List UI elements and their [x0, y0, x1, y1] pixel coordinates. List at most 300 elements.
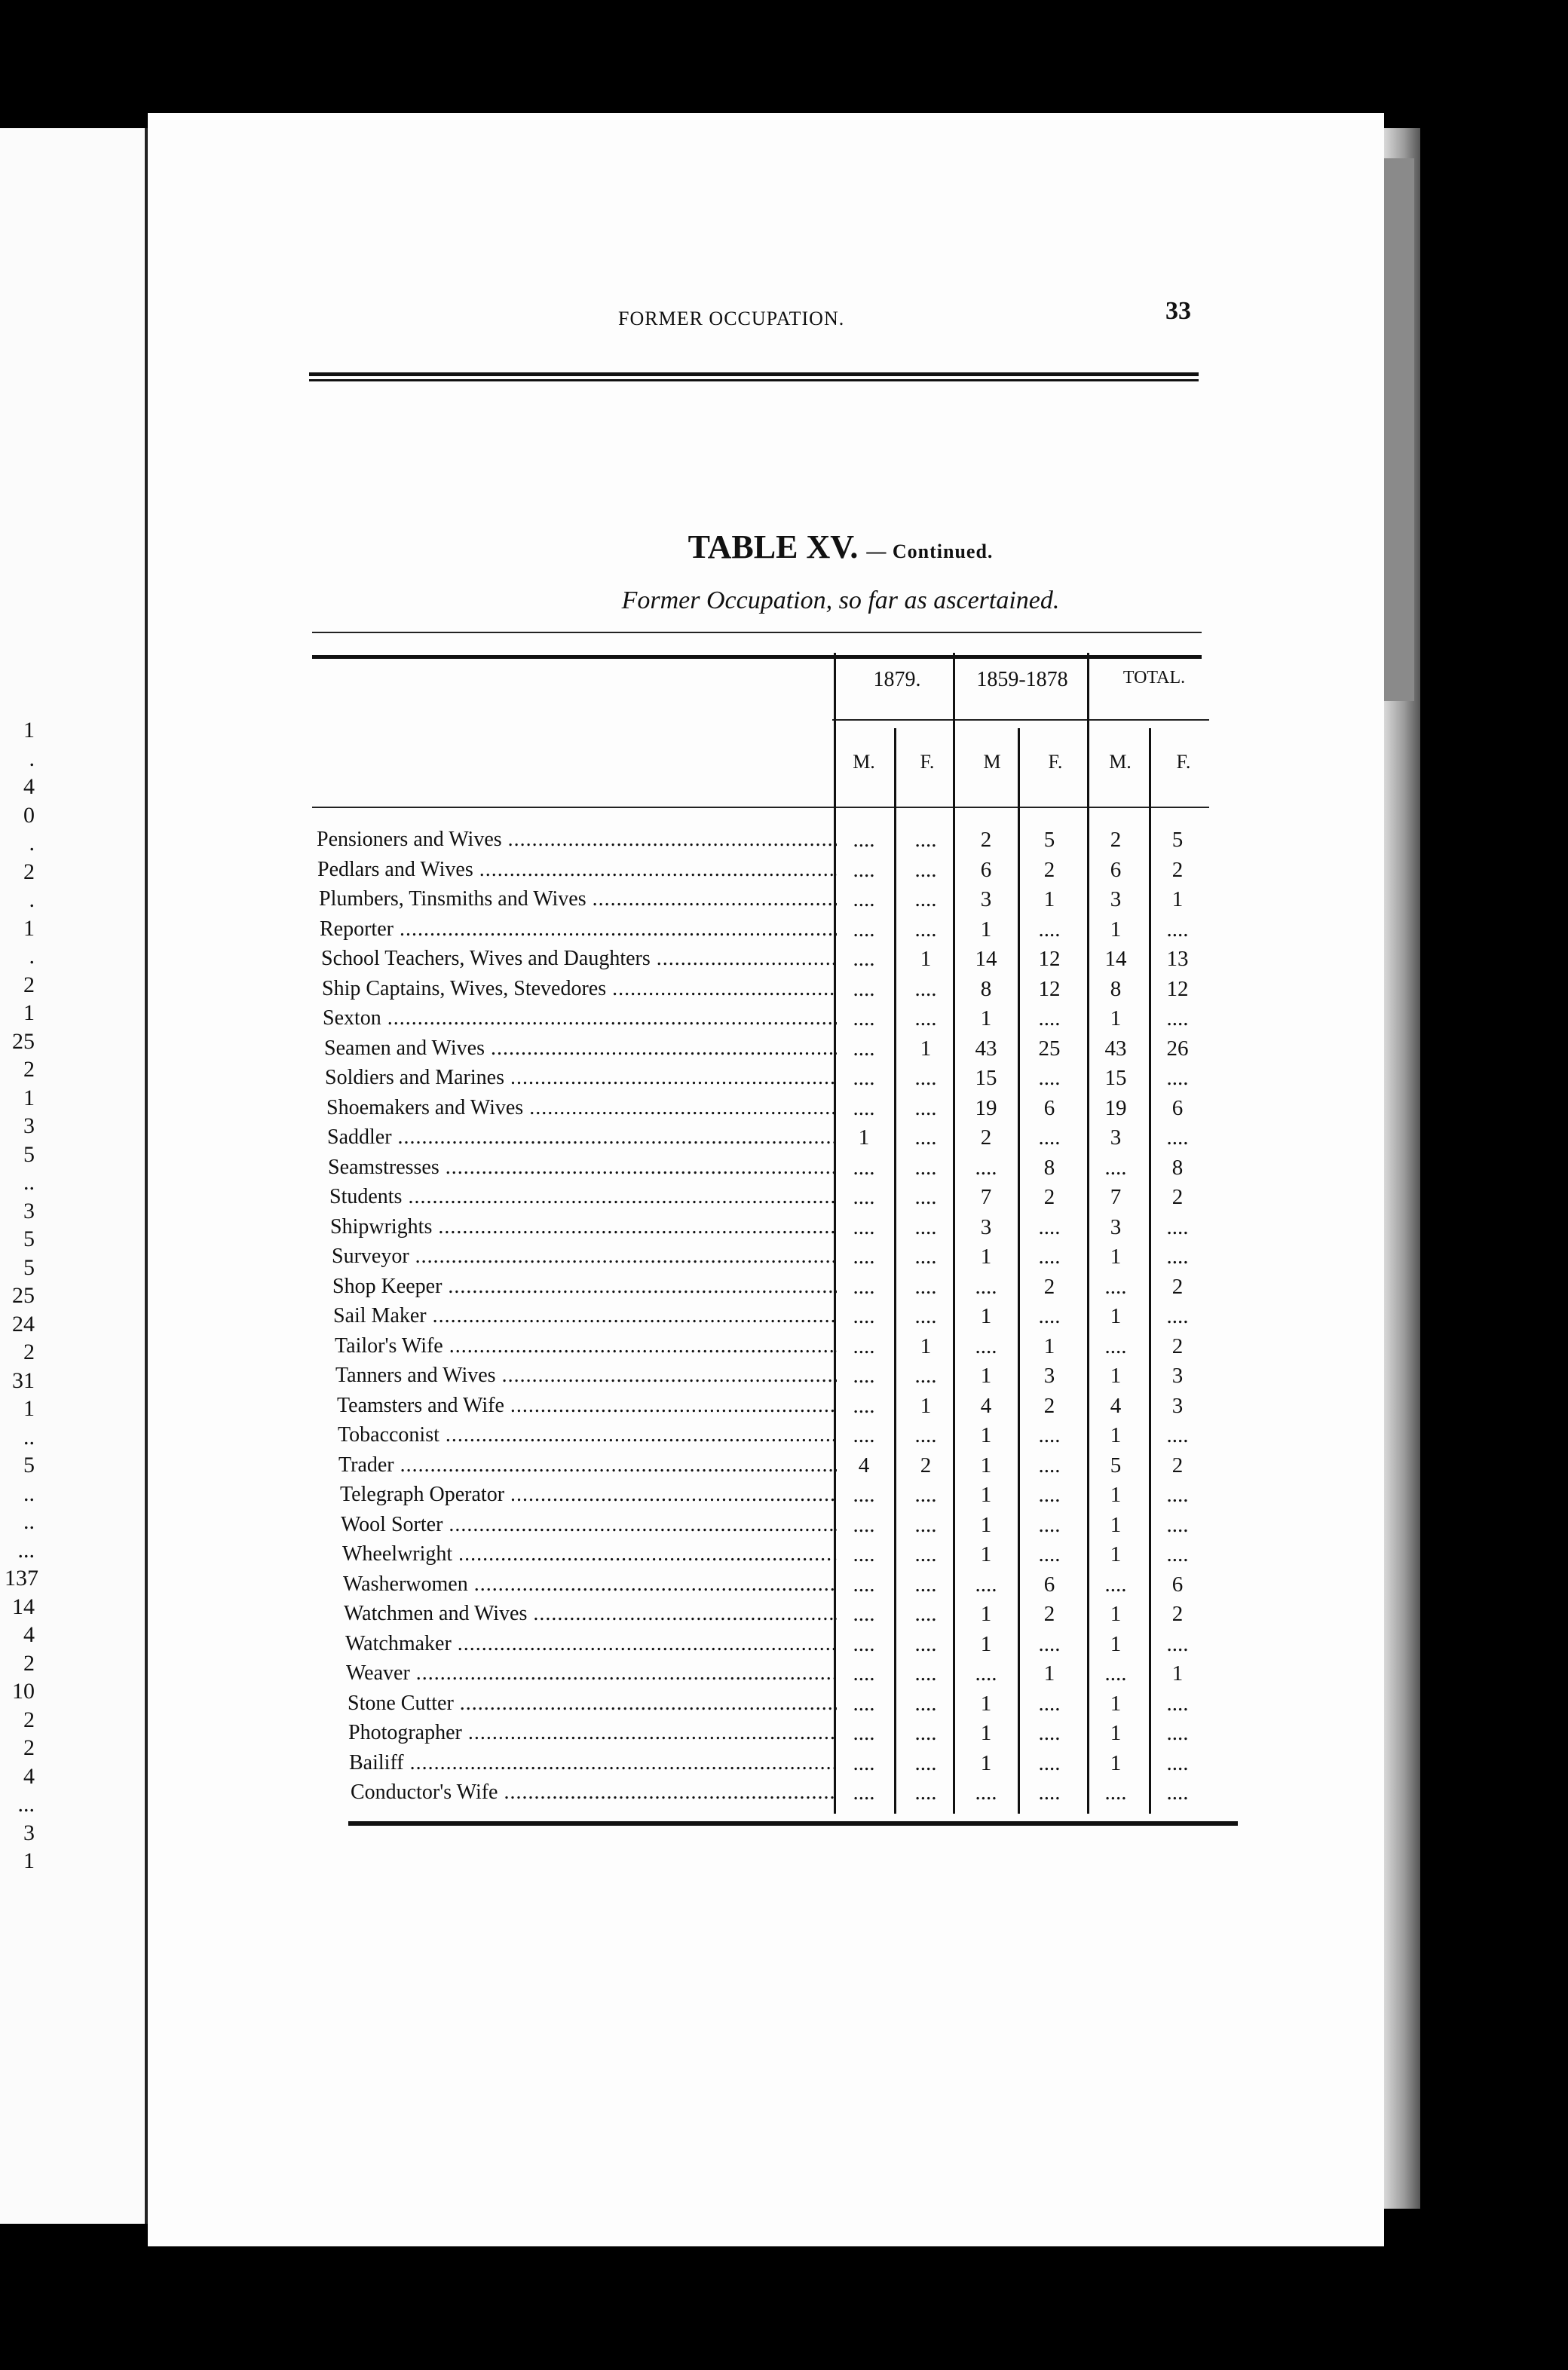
- left-page-number: ...: [17, 1537, 35, 1563]
- left-page-number: 2: [23, 1057, 35, 1082]
- row-label: Tobacconist .....: [338, 1423, 837, 1447]
- left-page-number: 5: [23, 1254, 35, 1280]
- row-label: Conductor's Wife .....: [351, 1781, 837, 1805]
- table-title-suffix: — Continued.: [866, 540, 994, 562]
- header-double-rule: [309, 372, 1199, 381]
- row-cell: 19: [1104, 1095, 1127, 1120]
- row-label: Shipwrights .....: [330, 1215, 837, 1239]
- row-cell: 25: [1038, 1036, 1061, 1061]
- row-cell: 1: [980, 1542, 992, 1566]
- left-page-number: .: [29, 831, 35, 856]
- row-cell: 15: [975, 1066, 997, 1090]
- row-cell: 3: [980, 887, 992, 911]
- table-row: [332, 1245, 1251, 1275]
- row-label: Shoemakers and Wives .....: [326, 1096, 837, 1120]
- row-cell: ....: [914, 1602, 937, 1626]
- row-cell: 1: [1110, 1304, 1122, 1328]
- row-cell: ....: [1038, 1781, 1061, 1805]
- table-title: [0, 528, 1568, 566]
- table-row: [317, 858, 1237, 888]
- row-cell: 26: [1166, 1036, 1189, 1061]
- table-row: [333, 1304, 1253, 1334]
- row-cell: 2: [1043, 857, 1055, 882]
- row-cell: ....: [1038, 1304, 1061, 1328]
- row-label: Students .....: [329, 1185, 837, 1209]
- row-label: Stone Cutter .....: [348, 1692, 837, 1716]
- row-cell: ....: [1038, 1453, 1061, 1477]
- row-cell: ....: [1166, 1304, 1189, 1328]
- sub-header-1879-f: F.: [920, 751, 935, 773]
- row-cell: 2: [1171, 857, 1184, 882]
- row-cell: 4: [1110, 1393, 1122, 1418]
- table-row: [349, 1751, 1269, 1781]
- row-cell: 19: [975, 1095, 997, 1120]
- row-cell: ....: [1166, 917, 1189, 942]
- row-label: Reporter .....: [320, 917, 837, 942]
- row-cell: ....: [853, 1095, 875, 1120]
- table-row: [320, 917, 1239, 948]
- row-cell: 1: [858, 1125, 870, 1150]
- table-bottom-rule: [348, 1821, 1238, 1826]
- row-cell: ....: [914, 1572, 937, 1597]
- table-row: [337, 1394, 1257, 1424]
- row-cell: 3: [1110, 887, 1122, 911]
- row-cell: 1: [1110, 1721, 1122, 1745]
- row-cell: 1: [1110, 1364, 1122, 1388]
- row-cell: ....: [853, 887, 875, 911]
- row-cell: 8: [980, 976, 992, 1001]
- row-cell: 12: [1038, 976, 1061, 1001]
- row-cell: 1: [980, 1453, 992, 1477]
- row-cell: ....: [914, 1155, 937, 1180]
- group-header-1859-1878: 1859-1878: [976, 668, 1068, 691]
- row-cell: 43: [1104, 1036, 1127, 1061]
- left-page-number: 5: [23, 1141, 35, 1167]
- left-page-number: 31: [12, 1367, 35, 1393]
- row-cell: ....: [975, 1334, 997, 1358]
- table-row: [329, 1185, 1249, 1215]
- row-cell: 1: [980, 1483, 992, 1507]
- row-cell: ....: [853, 1423, 875, 1447]
- left-page-number: 25: [12, 1028, 35, 1054]
- row-cell: ....: [1038, 1066, 1061, 1090]
- row-cell: 3: [1043, 1364, 1055, 1388]
- page-tab-shadow: [1384, 158, 1414, 701]
- row-cell: ....: [853, 1274, 875, 1299]
- group-header-total: TOTAL.: [1122, 668, 1186, 687]
- table-row: [322, 977, 1242, 1007]
- left-page-number: 2: [23, 859, 35, 884]
- row-cell: 1: [1110, 1750, 1122, 1775]
- row-cell: ....: [853, 1781, 875, 1805]
- row-cell: 6: [1043, 1572, 1055, 1597]
- row-cell: 1: [980, 1631, 992, 1656]
- row-cell: ....: [853, 1750, 875, 1775]
- table-row: [323, 1006, 1242, 1036]
- row-cell: ....: [975, 1661, 997, 1686]
- table-row: [335, 1364, 1255, 1394]
- row-cell: 14: [1104, 947, 1127, 971]
- row-cell: ....: [853, 1602, 875, 1626]
- row-label: Tanners and Wives .....: [335, 1364, 837, 1388]
- row-label: Surveyor .....: [332, 1245, 837, 1269]
- row-label: Soldiers and Marines .....: [325, 1066, 837, 1090]
- table-row: [341, 1513, 1260, 1543]
- left-page-fragment: [0, 128, 148, 2224]
- row-cell: 1: [1110, 917, 1122, 942]
- table-row: [351, 1781, 1270, 1811]
- row-cell: ....: [914, 1274, 937, 1299]
- left-page-number: 25: [12, 1283, 35, 1308]
- row-cell: ....: [853, 1393, 875, 1418]
- row-cell: 1: [1043, 1661, 1055, 1686]
- table-row: [325, 1066, 1245, 1096]
- left-page-number: .: [29, 887, 35, 912]
- row-cell: 2: [980, 1125, 992, 1150]
- row-cell: 8: [1043, 1155, 1055, 1180]
- row-cell: ....: [853, 1066, 875, 1090]
- row-cell: 8: [1171, 1155, 1184, 1180]
- sub-header-1859-m: M: [983, 751, 1001, 773]
- table-row: [321, 947, 1241, 977]
- row-label: Weaver .....: [346, 1661, 837, 1686]
- row-cell: 3: [1110, 1214, 1122, 1239]
- row-cell: 1: [980, 1721, 992, 1745]
- row-cell: 8: [1110, 976, 1122, 1001]
- row-label: School Teachers, Wives and Daughters .....: [321, 947, 837, 971]
- row-cell: 4: [858, 1453, 870, 1477]
- row-cell: 2: [1043, 1602, 1055, 1626]
- row-cell: 1: [980, 1512, 992, 1537]
- page-number: 33: [1165, 297, 1191, 325]
- row-cell: ....: [1104, 1334, 1127, 1358]
- row-cell: ....: [975, 1572, 997, 1597]
- row-cell: ....: [914, 1750, 937, 1775]
- row-cell: 2: [980, 828, 992, 852]
- row-cell: ....: [1166, 1631, 1189, 1656]
- left-page-number: 5: [23, 1453, 35, 1477]
- row-cell: ....: [914, 1185, 937, 1209]
- table-row: [326, 1096, 1246, 1126]
- left-page-number: 2: [23, 1650, 35, 1676]
- row-cell: ....: [853, 1185, 875, 1209]
- left-page-number: .: [29, 944, 35, 969]
- left-page-number: .: [29, 746, 35, 771]
- row-cell: 1: [980, 1423, 992, 1447]
- row-label: Telegraph Operator .....: [340, 1483, 837, 1507]
- row-cell: ....: [853, 917, 875, 942]
- row-cell: ....: [853, 1214, 875, 1239]
- row-cell: ....: [1166, 1423, 1189, 1447]
- left-page-number: 1: [23, 1085, 35, 1110]
- row-cell: ....: [975, 1155, 997, 1180]
- left-page-number: ..: [23, 1424, 35, 1450]
- row-label: Pedlars and Wives .....: [317, 858, 837, 882]
- row-cell: 12: [1166, 976, 1189, 1001]
- left-page-number: 2: [23, 1735, 35, 1760]
- row-cell: 1: [1110, 1691, 1122, 1716]
- row-cell: 1: [920, 1036, 932, 1061]
- row-cell: ....: [1038, 1423, 1061, 1447]
- left-page-number: 1: [23, 915, 35, 941]
- table-row: [328, 1156, 1248, 1186]
- row-cell: ....: [1038, 1750, 1061, 1775]
- row-label: Plumbers, Tinsmiths and Wives .....: [319, 887, 837, 911]
- row-cell: ....: [1104, 1155, 1127, 1180]
- row-cell: ....: [1166, 1483, 1189, 1507]
- row-cell: ....: [1104, 1781, 1127, 1805]
- row-cell: ....: [975, 1274, 997, 1299]
- table-row: [343, 1572, 1263, 1603]
- left-page-number: 2: [23, 972, 35, 997]
- row-cell: 12: [1038, 947, 1061, 971]
- row-cell: ....: [853, 976, 875, 1001]
- row-cell: ....: [914, 1214, 937, 1239]
- row-cell: ....: [914, 917, 937, 942]
- row-cell: 6: [980, 857, 992, 882]
- row-cell: ....: [914, 1364, 937, 1388]
- table-top-rule: [312, 632, 1202, 659]
- row-cell: ....: [914, 1304, 937, 1328]
- row-cell: ....: [914, 1245, 937, 1269]
- row-cell: ....: [853, 1245, 875, 1269]
- row-cell: 1: [920, 947, 932, 971]
- row-cell: 3: [1171, 1364, 1184, 1388]
- table-row: [346, 1661, 1266, 1692]
- row-cell: ....: [853, 1661, 875, 1686]
- row-label: Washerwomen .....: [343, 1572, 837, 1597]
- row-cell: ....: [914, 1781, 937, 1805]
- row-cell: ....: [853, 1691, 875, 1716]
- group-header-rule: [832, 719, 1209, 721]
- row-cell: ....: [914, 887, 937, 911]
- table-title-main: TABLE XV.: [688, 528, 859, 565]
- row-label: Watchmaker .....: [345, 1632, 837, 1656]
- row-cell: ....: [914, 1483, 937, 1507]
- row-cell: 4: [980, 1393, 992, 1418]
- left-page-number: ..: [23, 1170, 35, 1195]
- row-cell: 2: [1110, 828, 1122, 852]
- row-cell: ....: [1166, 1512, 1189, 1537]
- row-cell: ....: [853, 1364, 875, 1388]
- table-row: [330, 1215, 1250, 1245]
- row-cell: ....: [914, 1125, 937, 1150]
- row-label: Tailor's Wife .....: [335, 1334, 837, 1358]
- row-cell: ....: [853, 1155, 875, 1180]
- row-label: Saddler .....: [327, 1125, 837, 1150]
- left-page-number: 1: [23, 1396, 35, 1421]
- table-row: [317, 828, 1236, 858]
- row-cell: 2: [1171, 1453, 1184, 1477]
- row-cell: 1: [980, 1245, 992, 1269]
- left-page-number: 5: [23, 1226, 35, 1251]
- left-page-number: 0: [23, 802, 35, 828]
- left-page-number: 4: [23, 1763, 35, 1789]
- row-cell: 15: [1104, 1066, 1127, 1090]
- row-cell: ....: [853, 828, 875, 852]
- row-cell: ....: [1038, 917, 1061, 942]
- row-cell: ....: [914, 1006, 937, 1030]
- table-row: [332, 1275, 1252, 1305]
- left-page-number: 14: [12, 1594, 35, 1619]
- row-cell: 7: [1110, 1185, 1122, 1209]
- row-cell: 1: [980, 1364, 992, 1388]
- row-cell: 2: [1043, 1274, 1055, 1299]
- row-cell: ....: [914, 1512, 937, 1537]
- row-cell: 1: [920, 1334, 932, 1358]
- row-label: Seamen and Wives .....: [324, 1036, 837, 1061]
- row-cell: 5: [1171, 828, 1184, 852]
- row-cell: ....: [914, 828, 937, 852]
- row-cell: 1: [1110, 1245, 1122, 1269]
- row-cell: 1: [1043, 887, 1055, 911]
- sub-header-total-f: F.: [1176, 751, 1191, 773]
- row-cell: 1: [980, 1304, 992, 1328]
- left-page-number: 1: [23, 1000, 35, 1025]
- row-cell: 6: [1171, 1572, 1184, 1597]
- row-cell: 3: [1171, 1393, 1184, 1418]
- row-cell: ....: [1038, 1721, 1061, 1745]
- row-cell: 1: [980, 917, 992, 942]
- row-cell: 6: [1171, 1095, 1184, 1120]
- row-label: Pensioners and Wives .....: [317, 828, 837, 852]
- row-cell: ....: [1166, 1750, 1189, 1775]
- row-cell: 1: [1171, 887, 1184, 911]
- left-page-number: 10: [12, 1679, 35, 1704]
- row-cell: ....: [914, 1661, 937, 1686]
- row-label: Wool Sorter .....: [341, 1513, 837, 1537]
- table-row: [319, 887, 1239, 917]
- left-page-number: 3: [23, 1820, 35, 1845]
- row-cell: ....: [853, 1572, 875, 1597]
- row-cell: 2: [1043, 1393, 1055, 1418]
- row-label: Sail Maker .....: [333, 1304, 837, 1328]
- row-cell: 1: [1110, 1512, 1122, 1537]
- row-cell: 1: [980, 1691, 992, 1716]
- row-cell: ....: [1038, 1512, 1061, 1537]
- row-label: Trader .....: [338, 1453, 837, 1477]
- row-cell: ....: [914, 1066, 937, 1090]
- sub-header-rule: [312, 807, 1209, 808]
- row-cell: 2: [1171, 1185, 1184, 1209]
- running-head: FORMER OCCUPATION.: [618, 308, 845, 329]
- row-cell: ....: [853, 947, 875, 971]
- row-cell: ....: [1166, 1691, 1189, 1716]
- table-row: [342, 1542, 1262, 1572]
- row-cell: ....: [853, 1334, 875, 1358]
- row-cell: ....: [914, 1542, 937, 1566]
- row-cell: ....: [1166, 1006, 1189, 1030]
- row-cell: 1: [1110, 1006, 1122, 1030]
- row-cell: ....: [1038, 1542, 1061, 1566]
- row-cell: ....: [914, 1721, 937, 1745]
- table-row: [327, 1125, 1247, 1156]
- row-cell: ....: [1166, 1245, 1189, 1269]
- sub-header-1879-m: M.: [853, 751, 875, 773]
- left-page-number: ..: [23, 1480, 35, 1506]
- row-cell: ....: [1166, 1721, 1189, 1745]
- left-page-number: 2: [23, 1340, 35, 1364]
- row-cell: 43: [975, 1036, 997, 1061]
- row-cell: ....: [853, 1304, 875, 1328]
- row-cell: ....: [914, 1095, 937, 1120]
- row-cell: ....: [1038, 1483, 1061, 1507]
- row-cell: ....: [1166, 1214, 1189, 1239]
- row-cell: ....: [1166, 1066, 1189, 1090]
- left-page-number: ...: [17, 1792, 35, 1817]
- row-cell: 1: [1043, 1334, 1055, 1358]
- row-cell: ....: [1038, 1006, 1061, 1030]
- row-cell: 14: [975, 947, 997, 971]
- row-cell: 1: [1110, 1631, 1122, 1656]
- row-cell: ....: [853, 1721, 875, 1745]
- left-page-number: ..: [23, 1509, 35, 1534]
- row-cell: ....: [1104, 1274, 1127, 1299]
- row-cell: ....: [1038, 1631, 1061, 1656]
- row-label: Ship Captains, Wives, Stevedores .....: [322, 977, 837, 1001]
- left-page-number: 2: [23, 1707, 35, 1732]
- left-page-number: 24: [12, 1311, 35, 1337]
- row-label: Seamstresses .....: [328, 1156, 837, 1180]
- row-cell: 6: [1110, 857, 1122, 882]
- row-cell: ....: [914, 1631, 937, 1656]
- row-cell: ....: [914, 1691, 937, 1716]
- sub-header-1859-f: F.: [1048, 751, 1063, 773]
- row-cell: 2: [920, 1453, 932, 1477]
- row-cell: 2: [1171, 1602, 1184, 1626]
- table-row: [345, 1632, 1265, 1662]
- row-cell: ....: [853, 1006, 875, 1030]
- table-row: [338, 1453, 1258, 1484]
- row-cell: 1: [1110, 1602, 1122, 1626]
- row-cell: ....: [853, 1542, 875, 1566]
- row-cell: 13: [1166, 947, 1189, 971]
- row-cell: ....: [1104, 1661, 1127, 1686]
- row-cell: ....: [1038, 1245, 1061, 1269]
- row-cell: 1: [1171, 1661, 1184, 1686]
- row-cell: ....: [1166, 1542, 1189, 1566]
- row-cell: 6: [1043, 1095, 1055, 1120]
- row-label: Sexton .....: [323, 1006, 837, 1030]
- left-page-number: 4: [23, 1622, 35, 1647]
- table-row: [348, 1692, 1267, 1722]
- left-page-number: 3: [23, 1198, 35, 1223]
- left-page-number: 1: [23, 718, 35, 743]
- row-label: Shop Keeper .....: [332, 1275, 837, 1299]
- table-row: [340, 1483, 1260, 1513]
- row-cell: 2: [1171, 1334, 1184, 1358]
- table-row: [338, 1423, 1257, 1453]
- row-label: Photographer .....: [348, 1721, 837, 1745]
- row-cell: 1: [1110, 1483, 1122, 1507]
- table-row: [344, 1602, 1263, 1632]
- row-cell: 2: [1171, 1274, 1184, 1299]
- row-cell: 1: [920, 1393, 932, 1418]
- row-cell: 1: [1110, 1423, 1122, 1447]
- row-cell: ....: [1166, 1781, 1189, 1805]
- row-cell: ....: [1166, 1125, 1189, 1150]
- left-page-number: 3: [23, 1113, 35, 1138]
- row-cell: ....: [1038, 1125, 1061, 1150]
- row-label: Wheelwright .....: [342, 1542, 837, 1566]
- group-header-1879: 1879.: [873, 668, 921, 691]
- row-label: Watchmen and Wives .....: [344, 1602, 837, 1626]
- row-cell: ....: [853, 1483, 875, 1507]
- row-cell: ....: [914, 976, 937, 1001]
- row-cell: ....: [1104, 1572, 1127, 1597]
- row-cell: ....: [1038, 1214, 1061, 1239]
- table-row: [348, 1721, 1268, 1751]
